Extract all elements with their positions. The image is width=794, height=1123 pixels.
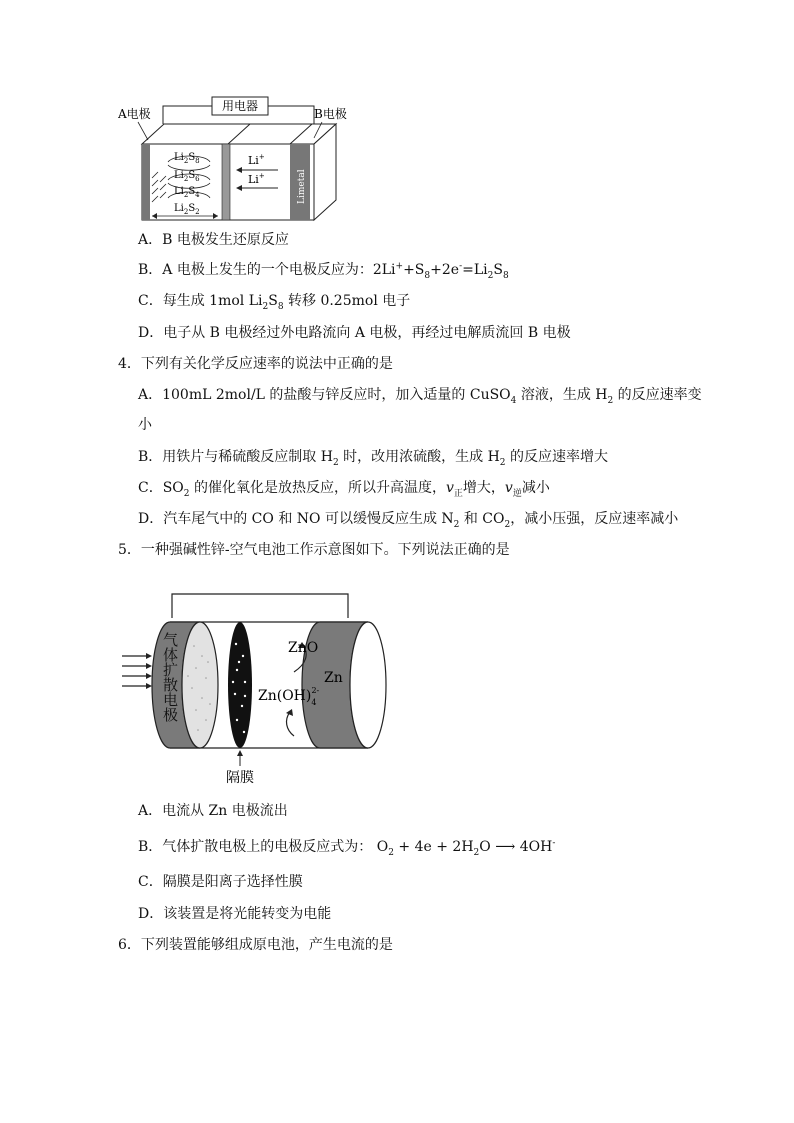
membrane-label: 隔膜: [226, 770, 254, 786]
q3-option-d: D．电子从 B 电极经过外电路流向 A 电极，再经过电解质流回 B 电极: [138, 325, 571, 341]
a-electrode: [142, 144, 150, 220]
gas-electrode-label: 气体扩散电极: [161, 632, 179, 722]
limetal-label: Limetal: [297, 169, 307, 204]
q4-option-d: D．汽车尾气中的 CO 和 NO 可以缓慢反应生成 $N_2$ 和 $CO_2$，减小压强，反应速率减小: [138, 511, 679, 530]
q3-option-a: A．B 电极发生还原反应: [138, 232, 289, 248]
q5-option-b: B．气体扩散电极上的电极反应式为： $O_2 + 4e + 2H_2O$ ⟶ 4OH-: [138, 838, 556, 858]
q4-option-b: B．用铁片与稀硫酸反应制取 $H_2$ 时，改用浓硫酸，生成 $H_2$ 的反应速率增大: [138, 449, 608, 468]
q5-option-c: C．隔膜是阳离子选择性膜: [138, 874, 303, 890]
species-li2s2: $Li_2S_2$: [174, 203, 200, 216]
q5-stem: 5．一种强碱性锌-空气电池工作示意图如下。下列说法正确的是: [118, 542, 510, 558]
q5-option-a: A．电流从 Zn 电极流出: [138, 803, 288, 819]
zno-label: ZnO: [288, 640, 319, 656]
q3-option-b: B．A 电极上发生的一个电极反应为：$2Li^++S_8+2e^-=Li_2S_8$: [138, 261, 509, 281]
device-label: 用电器: [221, 99, 259, 113]
q6-stem: 6．下列装置能够组成原电池，产生电流的是: [118, 937, 393, 953]
species-li2s8: $Li_2S_8$: [174, 152, 200, 165]
gas-electrode-face: [182, 622, 218, 748]
q4-option-a-cont: 小: [138, 417, 152, 433]
zinc-complex-label: $Zn(OH)_42-$: [258, 686, 320, 707]
species-li2s6: $Li_2S_6$: [174, 170, 200, 183]
li-s-battery-diagram: [118, 94, 358, 226]
separator: [222, 144, 230, 220]
q4-stem: 4．下列有关化学反应速率的说法中正确的是: [118, 356, 393, 372]
species-li2s4: $Li_2S_4$: [174, 186, 200, 199]
b-electrode-label: B电极: [314, 107, 347, 121]
zinc-electrode-face: [350, 622, 386, 748]
li-ion-label-2: Li+: [248, 172, 265, 186]
membrane: [228, 622, 252, 748]
q3-option-c: C．每生成 1mol $Li_2S_8$ 转移 0.25mol 电子: [138, 293, 411, 312]
li-ion-label-1: Li+: [248, 153, 265, 167]
q4-option-c: C．$SO_2$ 的催化氧化是放热反应，所以升高温度，$v_正$增大，$v_逆$减小: [138, 480, 550, 499]
q4-option-a: A．100mL 2mol/L 的盐酸与锌反应时，加入适量的 CuSO$_4$ 溶液，生成 $H_2$ 的反应速率变: [138, 387, 702, 406]
q5-option-d: D．该装置是将光能转变为电能: [138, 906, 332, 922]
a-electrode-label: A电极: [118, 107, 151, 121]
zn-label: Zn: [324, 670, 343, 686]
